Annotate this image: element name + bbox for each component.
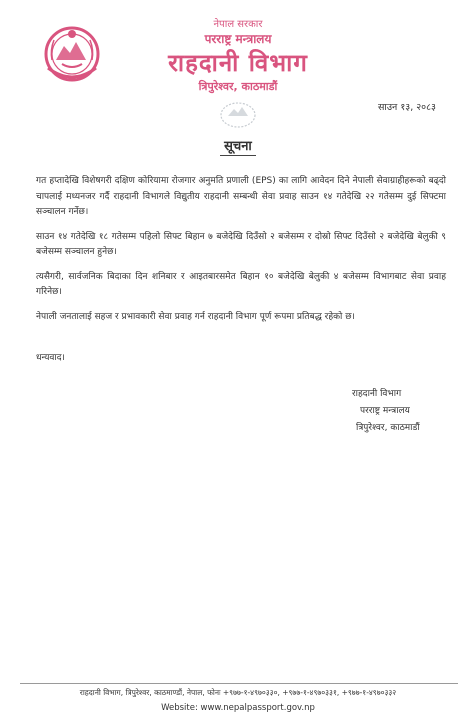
signature-line-department: राहदानी विभाग (352, 389, 402, 399)
letterhead-government: नेपाल सरकार (213, 19, 263, 30)
footer-website: Website: www.nepalpassport.gov.np (161, 703, 315, 713)
office-stamp-icon (218, 100, 258, 130)
paragraph-3: त्यसैगरी, सार्वजनिक बिदाका दिन शनिबार र आइतबारसमेत बिहान १० बजेदेखि बेलुकी ४ बजेसम्म विभागबाट सेवा प्रवाह गरिनेछ। (36, 271, 446, 297)
closing-text: धन्यवाद। (36, 353, 65, 363)
signature-line-address: त्रिपुरेश्वर, काठमाडौं (356, 423, 420, 433)
paragraph-4: नेपाली जनतालाई सहज र प्रभावकारी सेवा प्रवाह गर्न राहदानी विभाग पूर्ण रूपमा प्रतिबद्ध रहेको छ। (36, 311, 355, 322)
notice-title: सूचना (0, 136, 476, 154)
paragraph-2: साउन १४ गतेदेखि १८ गतेसम्म पहिलो सिफ्ट बिहान ७ बजेदेखि दिउँसो २ बजेसम्म र दोस्रो सिफ्ट दिउँसो २ बजेदेखि बेलुकी ९ बजेसम्म सञ्चालन हुनेछ। (36, 231, 446, 257)
notice-date: साउन १३, २०८३ (377, 102, 436, 113)
signature-block (352, 386, 452, 437)
footer-contact: राहदानी विभाग, त्रिपुरेश्वर, काठमाण्डौं, नेपाल, फोनः +९७७-१-४९७०३३०, +९७७-१-४९७०३३१, +९७७-१-४९७०३३२ (79, 688, 397, 697)
signature-line-ministry: परराष्ट्र मन्त्रालय (360, 406, 410, 416)
letterhead-ministry: परराष्ट्र मन्त्रालय (204, 32, 272, 46)
footer-divider (20, 683, 458, 684)
letterhead-address: त्रिपुरेश्वर, काठमाडौं (198, 80, 278, 93)
notice-body (36, 174, 446, 376)
paragraph-1: गत हप्तादेखि विशेषगरी दक्षिण कोरियामा रोजगार अनुमति प्रणाली (EPS) का लागि आवेदन दिने नेपाली सेवाग्राहीहरूको बढ्दो चापलाई मध्यनजर गर्दै राहदानी विभागले विद्युतीय राहदानी सम्बन्धी सेवा प्रवाह साउन १४ गतेदेखि २२ गतेसम्म दुई सिफ्टमा सञ्चालन गर्नेछ। (36, 176, 446, 217)
letterhead-department: राहदानी विभाग (168, 49, 308, 77)
